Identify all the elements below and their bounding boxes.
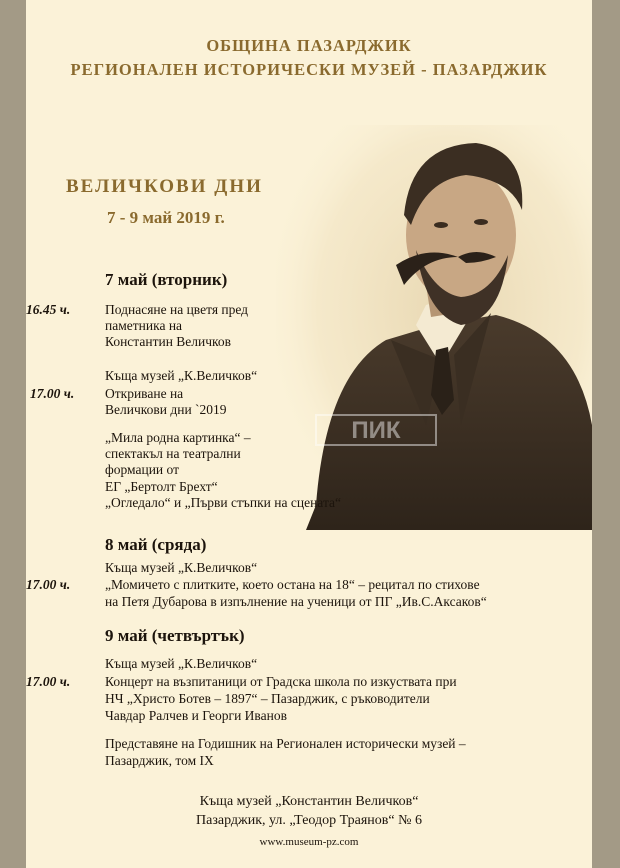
day-heading: 7 май (вторник) <box>105 270 228 289</box>
event-line: Чавдар Ралчев и Георги Иванов <box>105 708 287 723</box>
footer-address: Пазарджик, ул. „Теодор Траянов“ № 6 <box>196 813 422 828</box>
event-time: 17.00 ч. <box>26 674 71 689</box>
day-heading: 9 май (четвъртък) <box>105 626 245 645</box>
event-line: ЕГ „Бертолт Брехт“ <box>105 479 218 494</box>
event-line: Къща музей „К.Величков“ <box>105 656 258 671</box>
event-dates: 7 - 9 май 2019 г. <box>107 208 225 227</box>
event-line: Къща музей „К.Величков“ <box>105 368 258 383</box>
footer-url[interactable]: www.museum-pz.com <box>259 836 359 848</box>
event-line: „Огледало“ и „Първи стъпки на сцената“ <box>105 495 341 510</box>
event-title: ВЕЛИЧКОВИ ДНИ <box>66 176 263 197</box>
event-time: 17.00 ч. <box>30 386 75 401</box>
event-line: Поднасяне на цветя пред <box>105 302 249 317</box>
watermark-text: ПИК <box>351 417 401 444</box>
footer-venue: Къща музей „Константин Величков“ <box>199 794 419 809</box>
event-line: Откриване на <box>105 386 184 401</box>
event-line: Величкови дни `2019 <box>105 402 227 417</box>
poster <box>26 0 592 868</box>
event-line: „Мила родна картинка“ – <box>105 430 251 445</box>
event-line: паметника на <box>105 318 183 333</box>
event-time: 16.45 ч. <box>26 302 71 317</box>
event-line: Концерт на възпитаници от Градска школа по изкуствата при <box>105 674 457 689</box>
event-line: Къща музей „К.Величков“ <box>105 560 258 575</box>
event-time: 17.00 ч. <box>26 577 71 592</box>
event-line: „Момичето с плитките, което остана на 18“ – рецитал по стихове <box>105 577 480 592</box>
event-line: формации от <box>105 462 180 477</box>
portrait-photo <box>276 125 592 530</box>
day-heading: 8 май (сряда) <box>105 535 207 554</box>
municipality-title: ОБЩИНА ПАЗАРДЖИК <box>206 36 412 55</box>
event-line: НЧ „Христо Ботев – 1897“ – Пазарджик, с ръководители <box>105 691 430 706</box>
event-line: Пазарджик, том IX <box>105 753 214 768</box>
museum-title: РЕГИОНАЛЕН ИСТОРИЧЕСКИ МУЗЕЙ - ПАЗАРДЖИК <box>70 60 548 79</box>
event-line: Представяне на Годишник на Регионален исторически музей – <box>105 736 466 751</box>
event-line: спектакъл на театрални <box>105 446 241 461</box>
event-line: на Петя Дубарова в изпълнение на ученици от ПГ „Ив.С.Аксаков“ <box>105 594 487 609</box>
event-line: Константин Величков <box>105 334 232 349</box>
